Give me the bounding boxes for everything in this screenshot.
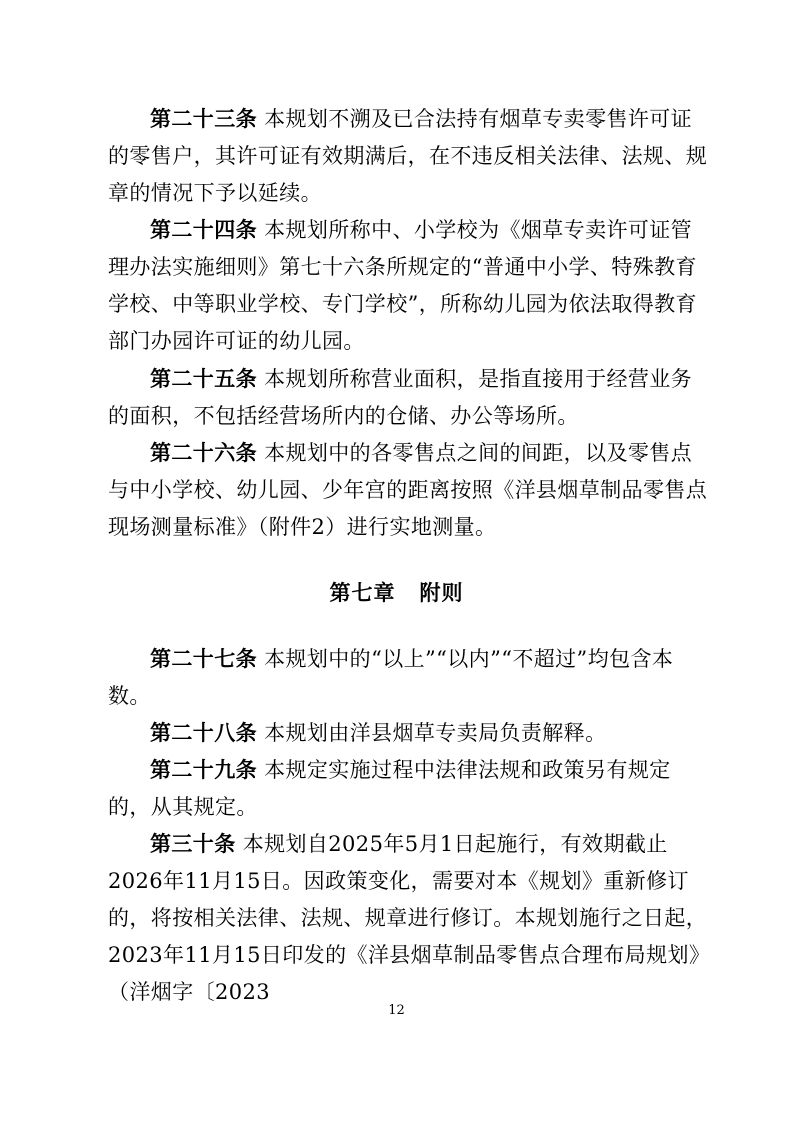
article-text: 本规划中的各零售点之间的间距，以及零售点与中小学校、幼儿园、少年宫的距离按照《洋县烟草制品零售点现场测量标准》（附件2）进行实地测量。 — [108, 441, 708, 539]
chapter-number: 第七章 — [329, 581, 396, 605]
article-label: 第二十六条 — [150, 441, 257, 465]
article-text: 本规划由洋县烟草专卖局负责解释。 — [264, 721, 607, 745]
article-25 — [108, 361, 708, 435]
article-text: 本规划所称营业面积，是指直接用于经营业务的面积，不包括经营场所内的仓储、办公等场所。 — [108, 367, 693, 428]
page-number: 12 — [388, 1003, 405, 1018]
article-text: 本规划所称中、小学校为《烟草专卖许可证管理办法实施细则》第七十六条所规定的“普通中小学、特殊教育学校、中等职业学校、专门学校”，所称幼儿园为依法取得教育部门办园许可证的幼儿园。 — [108, 218, 697, 353]
article-text: 本规定实施过程中法律法规和政策另有规定的，从其规定。 — [108, 758, 671, 819]
article-text: 本规划中的“以上”“以内”“不超过”均包含本数。 — [108, 647, 674, 708]
article-label: 第二十九条 — [150, 758, 257, 782]
article-label: 第二十八条 — [150, 721, 257, 745]
article-label: 第二十五条 — [150, 367, 257, 391]
article-label: 第二十七条 — [150, 647, 257, 671]
article-27 — [108, 641, 708, 715]
article-26 — [108, 435, 708, 546]
article-24 — [108, 212, 708, 360]
chapter-title: 附则 — [419, 581, 464, 605]
article-29 — [108, 752, 708, 826]
article-28 — [108, 715, 708, 752]
article-text: 本规划自2025年5月1日起施行，有效期截止2026年11月15日。因政策变化，需要对本《规划》重新修订的，将按相关法律、法规、规章进行修订。本规划施行之日起，2023年11月15日印发的《洋县烟草制品零售点合理布局规划》（洋烟字〔2023 — [108, 832, 708, 1004]
article-30 — [108, 826, 708, 1011]
article-label: 第二十四条 — [150, 218, 257, 242]
article-label: 第二十三条 — [150, 107, 257, 131]
article-text: 本规划不溯及已合法持有烟草专卖零售许可证的零售户，其许可证有效期满后，在不违反相关法律、法规、规章的情况下予以延续。 — [108, 107, 708, 205]
chapter-heading — [0, 578, 793, 608]
article-label: 第三十条 — [150, 832, 236, 856]
article-23 — [108, 101, 708, 212]
